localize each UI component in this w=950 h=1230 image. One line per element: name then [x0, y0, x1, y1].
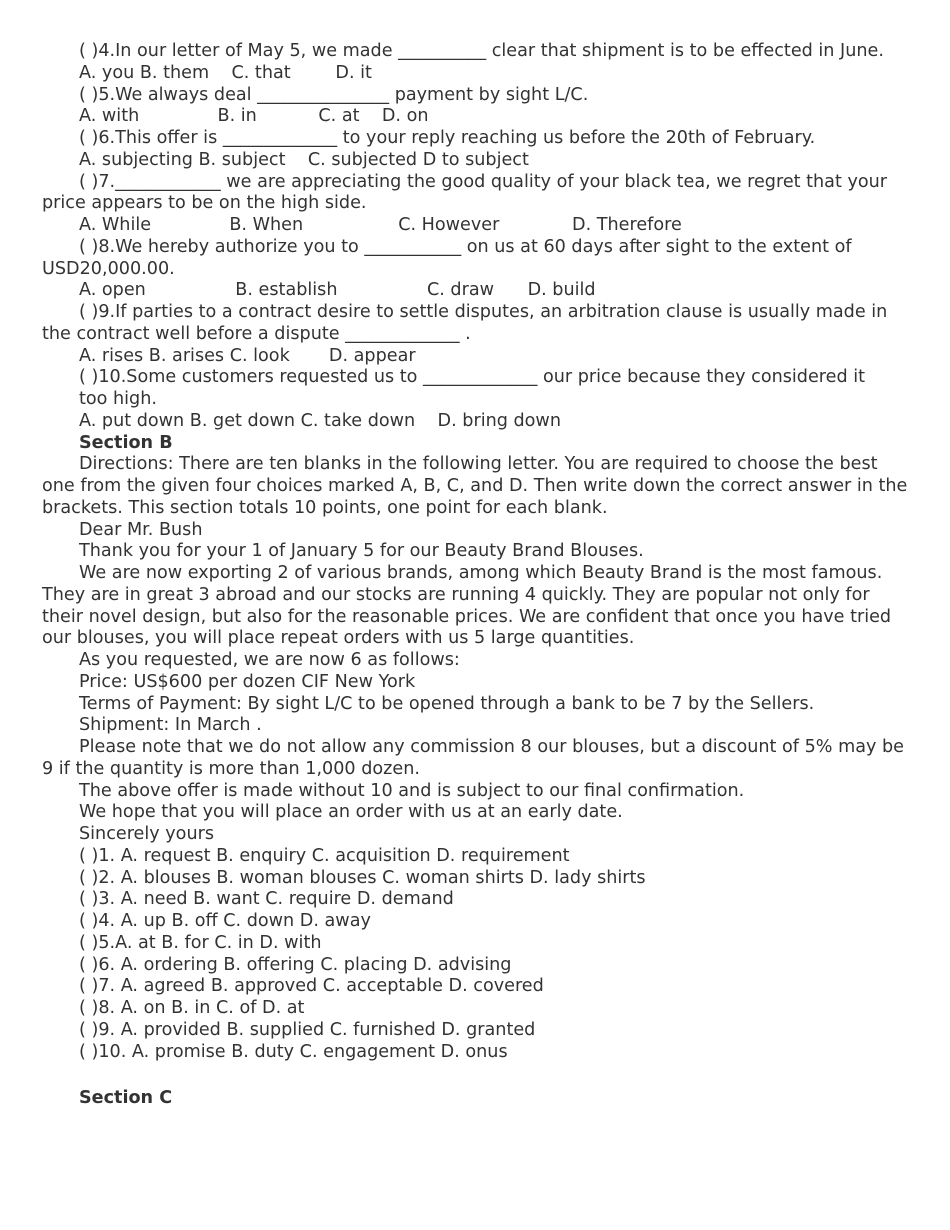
question-8-options: A. open B. establish C. draw D. build [79, 280, 596, 301]
choice-item: ( )4. A. up B. off C. down D. away [79, 911, 371, 931]
section-b-heading: Section B [79, 432, 173, 453]
letter-paragraph: Thank you for your 1 of January 5 for our Beauty Brand Blouses. [79, 541, 644, 562]
letter-closing: Sincerely yours [79, 824, 214, 844]
choice-item: ( )6. A. ordering B. offering C. placing D. advising [79, 954, 512, 975]
choice-item: ( )1. A. request B. enquiry C. acquisition D. requirement [79, 845, 570, 866]
question-10: ( )10.Some customers requested us to _____________ our price because they considered it [79, 367, 866, 388]
letter-paragraph: We hope that you will place an order with us at an early date. [79, 802, 623, 823]
exam-page [42, 41, 913, 1110]
letter-paragraph: The above offer is made without 10 and is subject to our final confirmation. [79, 780, 745, 801]
letter-payment-line: Terms of Payment: By sight L/C to be opened through a bank to be 7 by the Sellers. [79, 693, 815, 714]
question-9: ( )9.If parties to a contract desire to settle disputes, an arbitration clause is usually made in the contract well before a dispute _____________ . [42, 302, 893, 344]
question-10-options: A. put down B. get down C. take down D. bring down [79, 410, 561, 431]
choice-item: ( )8. A. on B. in C. of D. at [79, 998, 305, 1018]
question-7-options: A. While B. When C. However D. Therefore [79, 215, 682, 235]
letter-paragraph: Please note that we do not allow any commission 8 our blouses, but a discount of 5% may be 9 if the quantity is more than 1,000 dozen. [42, 737, 910, 779]
choice-item: ( )9. A. provided B. supplied C. furnished D. granted [79, 1019, 536, 1040]
question-6-options: A. subjecting B. subject C. subjected D to subject [79, 149, 529, 170]
question-5: ( )5.We always deal _______________ payment by sight L/C. [79, 84, 589, 105]
letter-shipment-line: Shipment: In March . [79, 715, 262, 736]
section-c-heading: Section C [79, 1088, 173, 1109]
question-9-options: A. rises B. arises C. look D. appear [79, 345, 416, 366]
letter-paragraph: As you requested, we are now 6 as follows: [79, 650, 460, 670]
letter-paragraph: We are now exporting 2 of various brands, among which Beauty Brand is the most famous. They are in great 3 abroad and our stocks are running 4 quickly. They are popular not only for their novel design, but also for the reasonable prices. We are confident that once you have tried our blouses, you will place repeat orders with us 5 large quantities. [42, 563, 897, 649]
letter-price-line: Price: US$600 per dozen CIF New York [79, 671, 416, 692]
section-b-directions: Directions: There are ten blanks in the following letter. You are required to choose the best one from the given four choices marked A, B, C, and D. Then write down the correct answer in the brackets. This section totals 10 points, one point for each blank. [42, 454, 913, 518]
question-4-options: A. you B. them C. that D. it [79, 62, 372, 83]
choice-item: ( )10. A. promise B. duty C. engagement D. onus [79, 1041, 508, 1062]
choice-item: ( )3. A. need B. want C. require D. demand [79, 889, 454, 910]
question-5-options: A. with B. in C. at D. on [79, 106, 429, 127]
choice-item: ( )2. A. blouses B. woman blouses C. woman shirts D. lady shirts [79, 867, 646, 888]
question-10-continuation: too high. [79, 389, 157, 409]
question-7: ( )7.____________ we are appreciating the good quality of your black tea, we regret that your price appears to be on the high side. [42, 171, 893, 214]
letter-salutation: Dear Mr. Bush [79, 519, 203, 540]
question-8: ( )8.We hereby authorize you to ___________ on us at 60 days after sight to the extent of USD20,000.00. [42, 236, 858, 279]
question-6: ( )6.This offer is _____________ to your reply reaching us before the 20th of February. [79, 128, 816, 148]
choice-item: ( )5.A. at B. for C. in D. with [79, 932, 322, 953]
spacer [42, 1063, 908, 1088]
question-4: ( )4.In our letter of May 5, we made __________ clear that shipment is to be effected in June. [79, 41, 884, 61]
choice-item: ( )7. A. agreed B. approved C. acceptable D. covered [79, 976, 544, 997]
